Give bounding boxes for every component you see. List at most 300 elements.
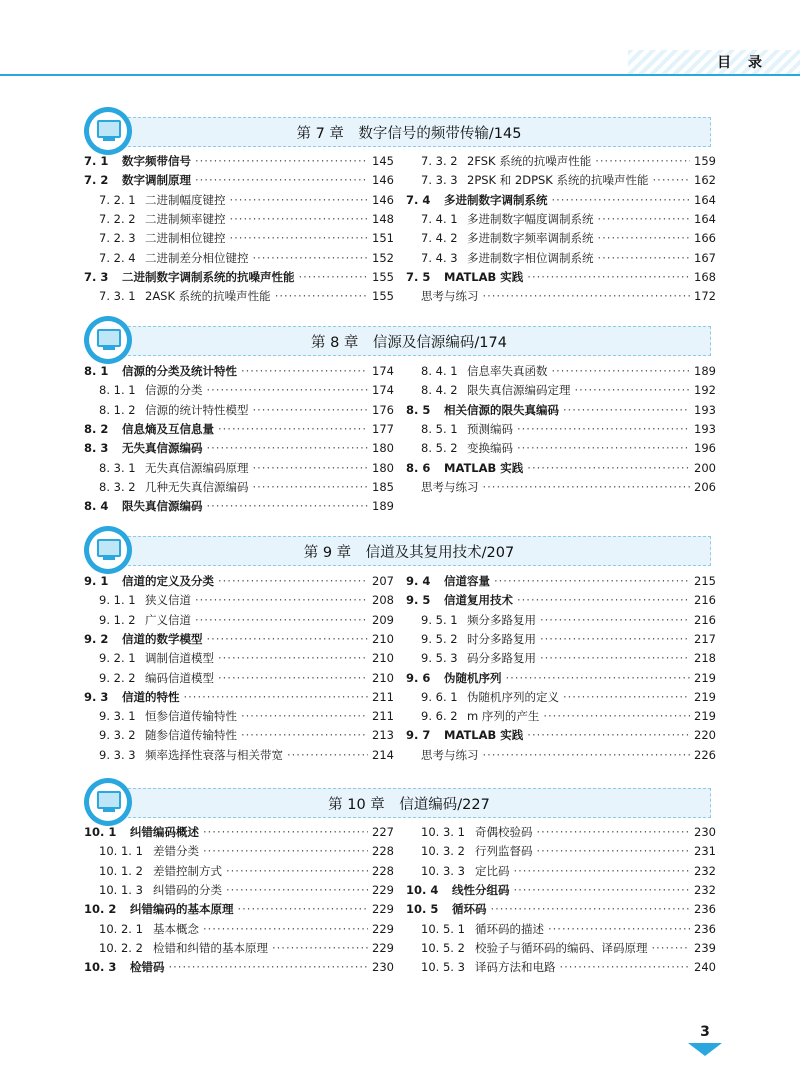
toc-subsection-entry[interactable]: [421, 939, 716, 957]
chapter-title[interactable]: 第 7 章 数字信号的频带传输/145: [296, 126, 522, 142]
toc-subsection-entry[interactable]: [99, 249, 394, 267]
toc-section-entry[interactable]: [406, 900, 716, 918]
toc-label: 信源的分类及统计特性: [122, 364, 237, 378]
toc-label: 行列监督码: [475, 844, 533, 859]
toc-page-number: 228: [372, 844, 394, 859]
toc-leader-dots: [230, 191, 369, 209]
toc-subsection-entry[interactable]: [421, 152, 716, 170]
toc-leader-dots: [575, 381, 691, 399]
toc-label: 纠错码的分类: [153, 882, 222, 897]
toc-label: 线性分组码: [452, 882, 510, 897]
toc-leader-dots: [527, 268, 690, 286]
computer-icon: [84, 526, 132, 574]
page-arrow-icon: [688, 1043, 722, 1056]
toc-number: 8. 4. 2: [421, 383, 458, 398]
toc-number: 10. 2: [84, 902, 117, 917]
toc-page-number: 148: [372, 211, 394, 226]
toc-number: 10. 3. 3: [421, 863, 465, 878]
toc-section-entry[interactable]: [406, 591, 716, 609]
toc-number: 8. 1: [84, 364, 109, 378]
toc-number: 8. 6: [406, 460, 431, 475]
chapter-banner: [108, 117, 711, 147]
toc-page-number: 207: [372, 574, 394, 588]
toc-leader-dots: [203, 823, 368, 841]
toc-leader-dots: [494, 572, 690, 590]
toc-page-number: 192: [694, 383, 716, 398]
toc-page-number: 211: [372, 709, 394, 724]
toc-label: 译码方法和电路: [475, 960, 556, 975]
toc-leader-dots: [253, 459, 369, 477]
toc-label: 信道的特性: [122, 689, 180, 704]
toc-section-entry[interactable]: [84, 171, 394, 189]
toc-leader-dots: [241, 362, 368, 380]
toc-section-entry[interactable]: [406, 191, 716, 209]
toc-subsection-entry[interactable]: [421, 478, 716, 496]
toc-label: 多进制数字幅度调制系统: [467, 211, 594, 226]
toc-page-number: 210: [372, 651, 394, 666]
toc-section-entry[interactable]: [406, 726, 716, 744]
toc-section-entry[interactable]: [84, 152, 394, 170]
toc-number: 7. 2. 3: [99, 231, 136, 246]
toc-label: 预测编码: [467, 421, 513, 436]
toc-number: 8. 3. 1: [99, 460, 136, 475]
toc-leader-dots: [299, 268, 369, 286]
toc-subsection-entry[interactable]: [99, 591, 394, 609]
toc-page-number: 146: [372, 173, 394, 188]
toc-page-number: 180: [372, 460, 394, 475]
toc-label: 限失真信源编码: [122, 499, 203, 514]
toc-subsection-entry[interactable]: [99, 210, 394, 228]
toc-leader-dots: [527, 726, 690, 744]
toc-subsection-entry[interactable]: [421, 210, 716, 228]
toc-number: 7. 2. 1: [99, 192, 136, 207]
toc-label: 无失真信源编码原理: [145, 460, 249, 475]
toc-leader-dots: [218, 669, 368, 687]
toc-section-entry[interactable]: [84, 362, 394, 380]
toc-number: 8. 2: [84, 421, 109, 436]
toc-page-number: 213: [372, 728, 394, 743]
toc-page-number: 167: [694, 250, 716, 265]
toc-page-number: 146: [372, 192, 394, 207]
toc-leader-dots: [517, 591, 690, 609]
toc-leader-dots: [537, 823, 691, 841]
toc-leader-dots: [218, 649, 368, 667]
toc-page-number: 200: [694, 460, 716, 475]
toc-subsection-entry[interactable]: [421, 611, 716, 629]
toc-leader-dots: [653, 171, 691, 189]
toc-page-number: 209: [372, 612, 394, 627]
toc-label: 思考与练习: [421, 479, 479, 494]
toc-section-entry[interactable]: [406, 401, 716, 419]
toc-section-entry[interactable]: [406, 268, 716, 286]
toc-subsection-entry[interactable]: [99, 726, 394, 744]
toc-section-entry[interactable]: [406, 669, 716, 687]
toc-page-number: 162: [694, 173, 716, 188]
toc-subsection-entry[interactable]: [421, 287, 716, 305]
toc-label: 思考与练习: [421, 289, 479, 304]
toc-subsection-entry[interactable]: [421, 420, 716, 438]
toc-leader-dots: [275, 287, 368, 305]
toc-number: 8. 5. 1: [421, 421, 458, 436]
toc-leader-dots: [241, 726, 368, 744]
toc-leader-dots: [483, 746, 691, 764]
toc-page-number: 228: [372, 863, 394, 878]
toc-label: 信道的定义及分类: [122, 574, 214, 588]
toc-page-number: 229: [372, 882, 394, 897]
toc-page-number: 208: [372, 593, 394, 608]
toc-label: 狭义信道: [145, 593, 191, 608]
toc-label: 随参信道传输特性: [145, 728, 237, 743]
toc-subsection-entry[interactable]: [99, 862, 394, 880]
toc-label: 多进制数字频率调制系统: [467, 231, 594, 246]
toc-label: 信道的数学模型: [122, 631, 203, 646]
toc-leader-dots: [517, 420, 690, 438]
toc-number: 9. 6. 2: [421, 709, 458, 724]
toc-page-number: 216: [694, 612, 716, 627]
toc-label: 数字调制原理: [122, 173, 191, 188]
toc-page-number: 155: [372, 289, 394, 304]
toc-label: 恒参信道传输特性: [145, 709, 237, 724]
toc-number: 10. 4: [406, 882, 439, 897]
toc-number: 9. 2. 2: [99, 670, 136, 685]
toc-leader-dots: [226, 881, 368, 899]
toc-label: 调制信道模型: [145, 651, 214, 666]
toc-number: 8. 1. 2: [99, 402, 136, 417]
toc-section-entry[interactable]: [84, 900, 394, 918]
toc-number: 9. 1: [84, 574, 109, 588]
toc-leader-dots: [230, 229, 369, 247]
toc-label: 时分多路复用: [467, 631, 536, 646]
toc-page-number: 230: [372, 960, 394, 975]
toc-leader-dots: [595, 152, 690, 170]
toc-label: 二进制差分相位键控: [145, 250, 249, 265]
toc-leader-dots: [483, 287, 691, 305]
toc-page-number: 193: [694, 421, 716, 436]
toc-number: 9. 6. 1: [421, 689, 458, 704]
toc-leader-dots: [517, 439, 690, 457]
toc-subsection-entry[interactable]: [421, 707, 716, 725]
toc-leader-dots: [483, 478, 691, 496]
toc-page-number: 166: [694, 231, 716, 246]
toc-subsection-entry[interactable]: [421, 958, 716, 976]
toc-section-entry[interactable]: [406, 459, 716, 477]
toc-page-number: 219: [694, 709, 716, 724]
toc-number: 9. 3. 3: [99, 747, 136, 762]
toc-leader-dots: [540, 630, 690, 648]
toc-label: 信源的统计特性模型: [145, 402, 249, 417]
toc-section-entry[interactable]: [84, 958, 394, 976]
toc-subsection-entry[interactable]: [421, 381, 716, 399]
toc-page-number: 145: [372, 154, 394, 168]
toc-label: 奇偶校验码: [475, 825, 533, 839]
toc-page-number: 219: [694, 689, 716, 704]
toc-leader-dots: [207, 630, 369, 648]
toc-leader-dots: [226, 862, 368, 880]
chapter-title[interactable]: 第 10 章 信道编码/227: [328, 797, 490, 813]
toc-label: 二进制数字调制系统的抗噪声性能: [122, 269, 295, 284]
toc-label: 信道容量: [444, 574, 490, 588]
toc-page-number: 206: [694, 479, 716, 494]
toc-number: 9. 6: [406, 670, 431, 685]
toc-leader-dots: [552, 362, 691, 380]
toc-number: 9. 2: [84, 631, 109, 646]
toc-leader-dots: [527, 459, 690, 477]
toc-subsection-entry[interactable]: [99, 287, 394, 305]
toc-page-number: 219: [694, 670, 716, 685]
chapter-title[interactable]: 第 9 章 信道及其复用技术/207: [303, 545, 515, 561]
toc-label: 2FSK 系统的抗噪声性能: [467, 154, 592, 168]
toc-number: 9. 7: [406, 728, 431, 743]
toc-label: 广义信道: [145, 612, 191, 627]
toc-number: 9. 5. 3: [421, 651, 458, 666]
toc-label: 检错码: [130, 960, 165, 975]
toc-subsection-entry[interactable]: [99, 459, 394, 477]
toc-label: 编码信道模型: [145, 670, 214, 685]
toc-label: 信息率失真函数: [467, 364, 548, 378]
toc-leader-dots: [287, 746, 368, 764]
toc-number: 9. 5: [406, 593, 431, 608]
toc-leader-dots: [253, 249, 369, 267]
toc-subsection-entry[interactable]: [99, 478, 394, 496]
toc-number: 8. 1. 1: [99, 383, 136, 398]
toc-subsection-entry[interactable]: [421, 842, 716, 860]
toc-label: 2PSK 和 2DPSK 系统的抗噪声性能: [467, 173, 649, 188]
toc-section-entry[interactable]: [84, 572, 394, 590]
toc-leader-dots: [506, 669, 691, 687]
toc-page-number: 226: [694, 747, 716, 762]
toc-number: 10. 5. 3: [421, 960, 465, 975]
toc-section-entry[interactable]: [406, 881, 716, 899]
toc-page-number: 218: [694, 651, 716, 666]
chapter-title[interactable]: 第 8 章 信源及信源编码/174: [310, 335, 507, 351]
toc-leader-dots: [195, 171, 368, 189]
toc-section-entry[interactable]: [84, 630, 394, 648]
toc-number: 7. 4. 1: [421, 211, 458, 226]
toc-label: 信源的分类: [145, 383, 203, 398]
toc-label: MATLAB 实践: [444, 269, 524, 284]
computer-icon: [84, 107, 132, 155]
toc-subsection-entry[interactable]: [421, 362, 716, 380]
toc-subsection-entry[interactable]: [99, 401, 394, 419]
toc-section-entry[interactable]: [406, 572, 716, 590]
toc-number: 10. 3. 1: [421, 825, 465, 839]
toc-subsection-entry[interactable]: [99, 229, 394, 247]
toc-leader-dots: [169, 958, 369, 976]
toc-page-number: 185: [372, 479, 394, 494]
toc-label: 码分多路复用: [467, 651, 536, 666]
toc-subsection-entry[interactable]: [99, 920, 394, 938]
toc-subsection-entry[interactable]: [421, 229, 716, 247]
toc-page-number: 214: [372, 747, 394, 762]
toc-subsection-entry[interactable]: [99, 669, 394, 687]
toc-leader-dots: [514, 862, 691, 880]
toc-number: 10. 2. 1: [99, 921, 143, 936]
toc-subsection-entry[interactable]: [99, 746, 394, 764]
toc-number: 8. 3: [84, 441, 109, 456]
toc-number: 10. 5: [406, 902, 439, 917]
toc-subsection-entry[interactable]: [421, 823, 716, 841]
toc-page-number: 229: [372, 940, 394, 955]
toc-leader-dots: [552, 191, 691, 209]
toc-label: 纠错编码概述: [130, 825, 199, 839]
toc-subsection-entry[interactable]: [421, 249, 716, 267]
toc-number: 7. 2. 4: [99, 250, 136, 265]
toc-page-number: 164: [694, 192, 716, 207]
toc-subsection-entry[interactable]: [99, 707, 394, 725]
toc-leader-dots: [563, 401, 690, 419]
toc-label: 相关信源的限失真编码: [444, 402, 559, 417]
toc-number: 10. 2. 2: [99, 940, 143, 955]
toc-number: 7. 4. 2: [421, 231, 458, 246]
toc-page-number: 164: [694, 211, 716, 226]
toc-label: 定比码: [475, 863, 510, 878]
toc-label: MATLAB 实践: [444, 728, 524, 743]
computer-icon: [84, 316, 132, 364]
toc-leader-dots: [218, 572, 368, 590]
toc-label: 二进制幅度键控: [145, 192, 226, 207]
toc-subsection-entry[interactable]: [99, 881, 394, 899]
toc-subsection-entry[interactable]: [421, 439, 716, 457]
toc-number: 9. 4: [406, 574, 431, 588]
toc-section-entry[interactable]: [84, 688, 394, 706]
toc-leader-dots: [598, 249, 691, 267]
toc-page-number: 176: [372, 402, 394, 417]
computer-icon: [84, 778, 132, 826]
header-title: 目 录: [717, 55, 768, 71]
toc-subsection-entry[interactable]: [421, 920, 716, 938]
toc-label: 校验子与循环码的编码、译码原理: [475, 940, 648, 955]
toc-label: 多进制数字调制系统: [444, 192, 548, 207]
toc-label: 无失真信源编码: [122, 441, 203, 456]
toc-page-number: 172: [694, 289, 716, 304]
toc-leader-dots: [272, 939, 368, 957]
toc-subsection-entry[interactable]: [421, 862, 716, 880]
toc-page-number: 196: [694, 441, 716, 456]
toc-label: 限失真信源编码定理: [467, 383, 571, 398]
toc-page-number: 159: [694, 154, 716, 168]
toc-page-number: 177: [372, 421, 394, 436]
toc-section-entry[interactable]: [84, 268, 394, 286]
toc-label: 信道复用技术: [444, 593, 513, 608]
toc-label: 数字频带信号: [122, 154, 191, 168]
toc-page-number: 239: [694, 940, 716, 955]
toc-label: 循环码: [452, 902, 487, 917]
toc-leader-dots: [184, 688, 369, 706]
toc-page-number: 211: [372, 689, 394, 704]
toc-page-number: 189: [372, 499, 394, 514]
toc-subsection-entry[interactable]: [421, 746, 716, 764]
toc-leader-dots: [514, 881, 691, 899]
toc-label: 频率选择性衰落与相关带宽: [145, 747, 283, 762]
toc-page-number: 236: [694, 921, 716, 936]
header-bar: [0, 50, 800, 76]
toc-page-number: 215: [694, 574, 716, 588]
toc-label: 二进制频率键控: [145, 211, 226, 226]
toc-number: 10. 3. 2: [421, 844, 465, 859]
toc-label: 伪随机序列: [444, 670, 502, 685]
toc-label: 变换编码: [467, 441, 513, 456]
toc-number: 7. 2: [84, 173, 109, 188]
header-stripes: [628, 50, 800, 74]
toc-leader-dots: [491, 900, 691, 918]
toc-label: 频分多路复用: [467, 612, 536, 627]
toc-leader-dots: [563, 688, 690, 706]
toc-leader-dots: [652, 939, 691, 957]
toc-number: 7. 5: [406, 269, 431, 284]
header-rule: [0, 74, 800, 76]
toc-section-entry[interactable]: [84, 420, 394, 438]
toc-number: 8. 4. 1: [421, 364, 458, 378]
toc-label: m 序列的产生: [467, 709, 540, 724]
toc-page-number: 229: [372, 902, 394, 917]
toc-page-number: 180: [372, 441, 394, 456]
toc-label: 伪随机序列的定义: [467, 689, 559, 704]
toc-leader-dots: [230, 210, 369, 228]
toc-page-number: 227: [372, 825, 394, 839]
toc-leader-dots: [241, 707, 368, 725]
toc-number: 10. 1. 2: [99, 863, 143, 878]
toc-label: 差错控制方式: [153, 863, 222, 878]
toc-page-number: 231: [694, 844, 716, 859]
toc-label: 几种无失真信源编码: [145, 479, 249, 494]
toc-number: 9. 1. 1: [99, 593, 136, 608]
toc-number: 9. 3. 1: [99, 709, 136, 724]
toc-leader-dots: [207, 439, 369, 457]
toc-leader-dots: [537, 842, 691, 860]
toc-page-number: 151: [372, 231, 394, 246]
toc-subsection-entry[interactable]: [99, 611, 394, 629]
toc-subsection-entry[interactable]: [421, 649, 716, 667]
toc-subsection-entry[interactable]: [99, 649, 394, 667]
toc-number: 10. 1. 3: [99, 882, 143, 897]
toc-page-number: 210: [372, 631, 394, 646]
toc-number: 7. 1: [84, 154, 109, 168]
toc-subsection-entry[interactable]: [421, 688, 716, 706]
chapter-banner: [108, 326, 711, 356]
toc-subsection-entry[interactable]: [99, 939, 394, 957]
toc-leader-dots: [195, 611, 368, 629]
toc-leader-dots: [253, 401, 369, 419]
toc-subsection-entry[interactable]: [421, 171, 716, 189]
toc-subsection-entry[interactable]: [99, 842, 394, 860]
toc-page-number: 174: [372, 383, 394, 398]
toc-leader-dots: [207, 497, 369, 515]
toc-page-number: 232: [694, 882, 716, 897]
toc-section-entry[interactable]: [84, 497, 394, 515]
toc-number: 9. 2. 1: [99, 651, 136, 666]
toc-section-entry[interactable]: [84, 439, 394, 457]
toc-number: 7. 2. 2: [99, 211, 136, 226]
toc-number: 7. 3. 2: [421, 154, 458, 168]
toc-number: 10. 3: [84, 960, 117, 975]
toc-leader-dots: [548, 920, 690, 938]
toc-number: 10. 1: [84, 825, 117, 839]
toc-section-entry[interactable]: [84, 823, 394, 841]
toc-leader-dots: [253, 478, 369, 496]
toc-page-number: 236: [694, 902, 716, 917]
toc-number: 10. 5. 1: [421, 921, 465, 936]
toc-subsection-entry[interactable]: [99, 381, 394, 399]
toc-leader-dots: [598, 210, 691, 228]
toc-leader-dots: [207, 381, 369, 399]
toc-subsection-entry[interactable]: [99, 191, 394, 209]
toc-label: 循环码的描述: [475, 921, 544, 936]
toc-label: 二进制相位键控: [145, 231, 226, 246]
toc-leader-dots: [195, 591, 368, 609]
toc-leader-dots: [203, 920, 368, 938]
toc-leader-dots: [203, 842, 368, 860]
toc-subsection-entry[interactable]: [421, 630, 716, 648]
